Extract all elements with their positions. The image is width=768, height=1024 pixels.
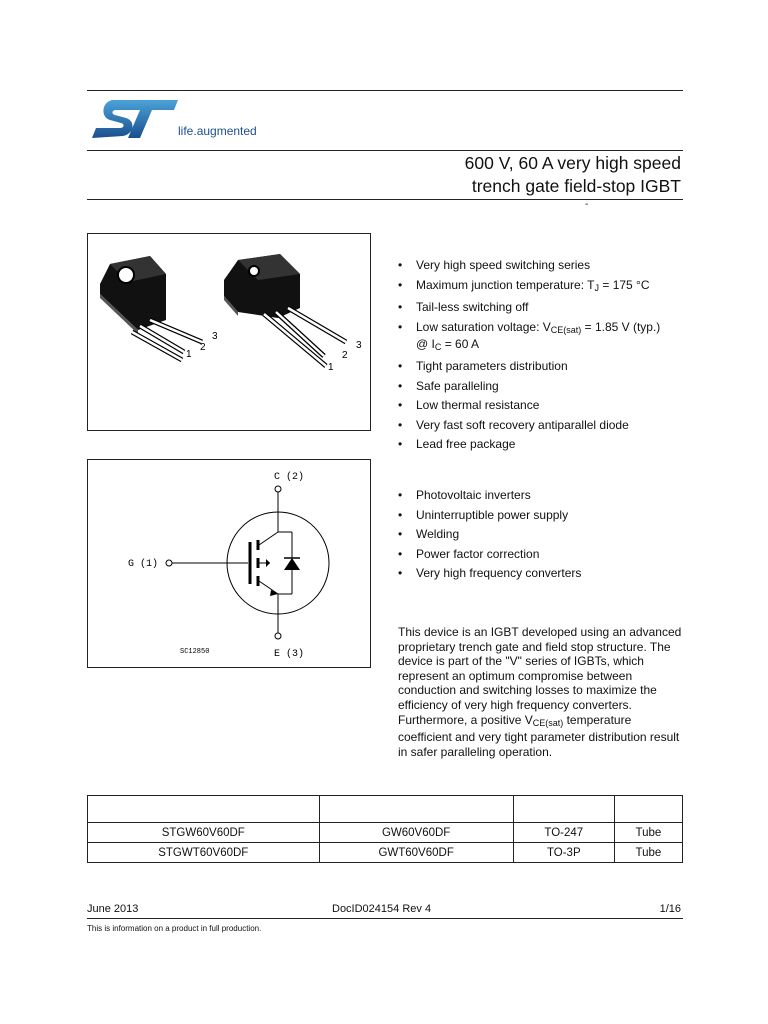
table-cell: GW60V60DF — [319, 823, 513, 843]
order-codes-table — [87, 795, 683, 863]
footer-note: This is information on a product in full production. — [87, 924, 262, 933]
feature-item: • Lead free package — [398, 437, 516, 451]
table-header-cell — [513, 796, 614, 823]
igbt-symbol-icon — [88, 460, 370, 667]
st-logo — [90, 98, 180, 151]
title-line-1: 600 V, 60 A very high speed — [464, 153, 681, 173]
footer-rule — [87, 918, 683, 919]
right-pin-2: 2 — [342, 350, 348, 361]
gate-label: G (1) — [128, 559, 159, 570]
igbt-symbol-figure — [87, 459, 371, 668]
title-rule-bottom — [87, 199, 683, 200]
feature-item: • Maximum junction temperature: $T_J = 175$ °C — [398, 277, 650, 293]
application-item: • Photovoltaic inverters — [398, 488, 531, 502]
feature-item: • Very high speed switching series — [398, 258, 591, 272]
table-cell: GWT60V60DF — [319, 843, 513, 863]
feature-item: • Very fast soft recovery antiparallel diode — [398, 417, 629, 432]
to247-package-icon — [100, 256, 202, 360]
table-header-cell — [88, 796, 320, 823]
applications-list — [398, 488, 698, 586]
table-row — [88, 823, 683, 843]
application-item: • Uninterruptible power supply — [398, 507, 569, 522]
figure-code: SC12850 — [180, 648, 210, 656]
st-logo-icon — [90, 98, 180, 146]
table-cell: TO-247 — [513, 823, 614, 843]
footer-date: June 2013 — [87, 903, 139, 915]
feature-item: • Tail-less switching off — [398, 300, 529, 314]
table-header-cell — [319, 796, 513, 823]
table-cell: STGWT60V60DF — [88, 843, 320, 863]
title-rule-top — [87, 150, 683, 151]
application-item: • Very high frequency converters — [398, 566, 582, 580]
application-item: • Power factor correction — [398, 546, 540, 561]
right-pin-1: 1 — [328, 362, 334, 373]
page-title — [465, 152, 681, 198]
logo-tagline-b: augmented — [196, 124, 257, 138]
package-drawing — [88, 234, 370, 430]
title-line-2: trench gate field-stop IGBT — [471, 176, 681, 196]
footer-doc-id: DocID024154 Rev 4 — [332, 903, 432, 915]
feature-item: • Low thermal resistance — [398, 398, 540, 412]
logo-tagline — [178, 124, 257, 138]
table-row — [88, 843, 683, 863]
logo-tagline-a: life — [178, 124, 194, 138]
features-list — [398, 258, 698, 457]
table-header-row — [88, 796, 683, 823]
top-rule — [87, 90, 683, 91]
left-pin-1: 1 — [186, 349, 192, 360]
table-header-cell — [614, 796, 682, 823]
table-cell: Tube — [614, 823, 682, 843]
emitter-label: E (3) — [274, 649, 305, 660]
collector-label: C (2) — [274, 472, 305, 483]
left-pin-3: 3 — [212, 331, 218, 342]
to3p-package-icon — [224, 254, 346, 366]
package-figure — [87, 233, 371, 431]
device-description: This device is an IGBT developed using an advanced proprietary trench gate and field stop structure. The device is part of the "V" series of IGBTs, which represent an optimum compromise between conduction and switching losses to maximize the efficiency of very high frequency converters. Furthermore, a positive $V_{CE(sat)}$ temperature coefficient and very tight parameter distribution result in safer paralleling operation. — [398, 625, 682, 759]
footer-page-number: 1/16 — [659, 903, 681, 915]
table-cell: STGW60V60DF — [88, 823, 320, 843]
feature-item: • Tight parameters distribution — [398, 359, 568, 373]
title-dash: - — [585, 199, 589, 210]
table-cell: Tube — [614, 843, 682, 863]
right-pin-3: 3 — [356, 340, 362, 351]
table-cell: TO-3P — [513, 843, 614, 863]
feature-item: • Safe paralleling — [398, 378, 499, 393]
logo-tagline-dot: . — [193, 124, 197, 138]
application-item: • Welding — [398, 527, 460, 541]
feature-item: • Low saturation voltage: $V_{CE(sat)} = 1.85$ V (typ.) @ $I_C = 60$ A — [398, 319, 661, 352]
left-pin-2: 2 — [200, 342, 206, 353]
